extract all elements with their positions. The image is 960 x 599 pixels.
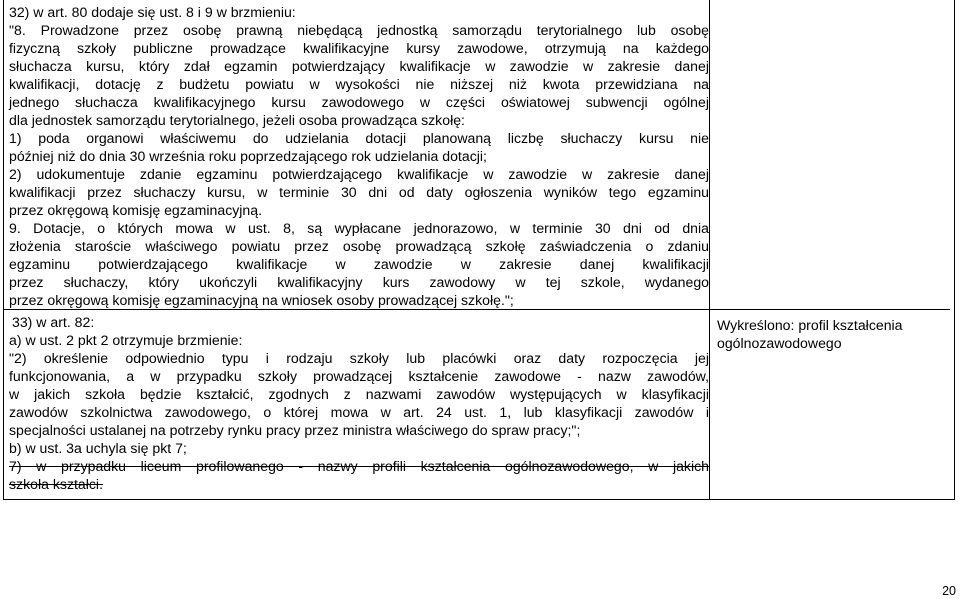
text-line: przez okręgową komisję egzaminacyjną na wniosek osoby prowadzącej szkołę."; [9,292,514,308]
text-line: specjalności ustalanej na potrzeby rynku pracy przez ministra właściwego do spraw pracy;"; [9,422,581,438]
text-line: b) w ust. 3a uchyla się pkt 7; [9,440,187,456]
struck-text-line: szkoła kształci. [9,476,103,492]
text-line: 9. Dotacje, o których mowa w ust. 8, są wypłacane jednorazowo, w terminie 30 dni od dnia [9,220,709,236]
text-line: a) w ust. 2 pkt 2 otrzymuje brzmienie: [9,332,243,348]
amendment-33 [9,313,709,493]
text-line: w jakich szkoła będzie kształcić, zgodnych z nazwami zawodów występujących w klasyfikacji [9,386,709,402]
amendment-32-heading: 32) w art. 80 dodaje się ust. 8 i 9 w brzmieniu: [9,4,296,20]
text-line: "2) określenie odpowiednio typu i rodzaju szkoły lub placówki oraz daty rozpoczęcia jej [9,350,709,366]
comment-line: Wykreślono: profil kształcenia [717,317,903,333]
document-table [3,0,955,500]
text-line: przez okręgową komisję egzaminacyjną. [9,202,263,218]
text-line: kwalifikacji, dotację z budżetu powiatu w wysokości nie niższej niż kwota przewidziana na [9,76,709,92]
text-line: 2) udokumentuje zdanie egzaminu potwierdzającego kwalifikacje w zawodzie w zakresie danej [9,166,709,182]
text-line: słuchacza kursu, który zdał egzamin potwierdzający kwalifikacje w zawodzie w zakresie danej [9,58,709,74]
page-number: 20 [942,584,956,598]
text-line: złożenia staroście właściwego powiatu przez osobę prowadzącą szkołę zaświadczenia o zdaniu [9,238,709,254]
text-line: fizyczną szkoły publiczne prowadzące kwalifikacyjne kursy zawodowe, otrzymują na każdego [9,40,709,56]
main-text-column [4,0,710,499]
deletion-comment [717,316,949,352]
text-line: egzaminu potwierdzającego kwalifikacje w zawodzie w zakresie danej kwalifikacji [9,256,709,272]
amendment-32 [9,3,709,309]
text-line: jednego słuchacza kwalifikacyjnego kursu zawodowego w części oświatowej subwencji ogólnej [9,94,709,110]
amendment-33-heading: 33) w art. 82: [12,314,95,330]
text-line: przez słuchaczy, który ukończyli kwalifikacyjny kurs zawodowy w tej szkole, wydanego [9,274,709,290]
comment-column [710,0,954,499]
text-line: później niż do dnia 30 września roku poprzedzającego rok udzielania dotacji; [9,148,487,164]
text-line: dla jednostek samorządu terytorialnego, jeżeli osoba prowadząca szkołę: [9,112,465,128]
struck-text-line: 7) w przypadku liceum profilowanego - nazwy profili kształcenia ogólnozawodowego, w jakich [9,458,709,474]
row-divider [4,309,950,310]
text-line: funkcjonowania, a w przypadku szkoły prowadzącej kształcenie zawodowe - nazw zawodów, [9,368,709,384]
text-line: "8. Prowadzone przez osobę prawną niebędącą jednostką samorządu terytorialnego lub osobę [9,22,709,38]
comment-line: ogólnozawodowego [717,335,842,351]
text-line: kwalifikacji przez słuchaczy kursu, w terminie 30 dni od daty ogłoszenia wyników tego egzaminu [9,184,709,200]
text-line: zawodów szkolnictwa zawodowego, o której mowa w art. 24 ust. 1, lub klasyfikacji zawodów i [9,404,709,420]
text-line: 1) poda organowi właściwemu do udzielania dotacji planowaną liczbę słuchaczy kursu nie [9,130,709,146]
